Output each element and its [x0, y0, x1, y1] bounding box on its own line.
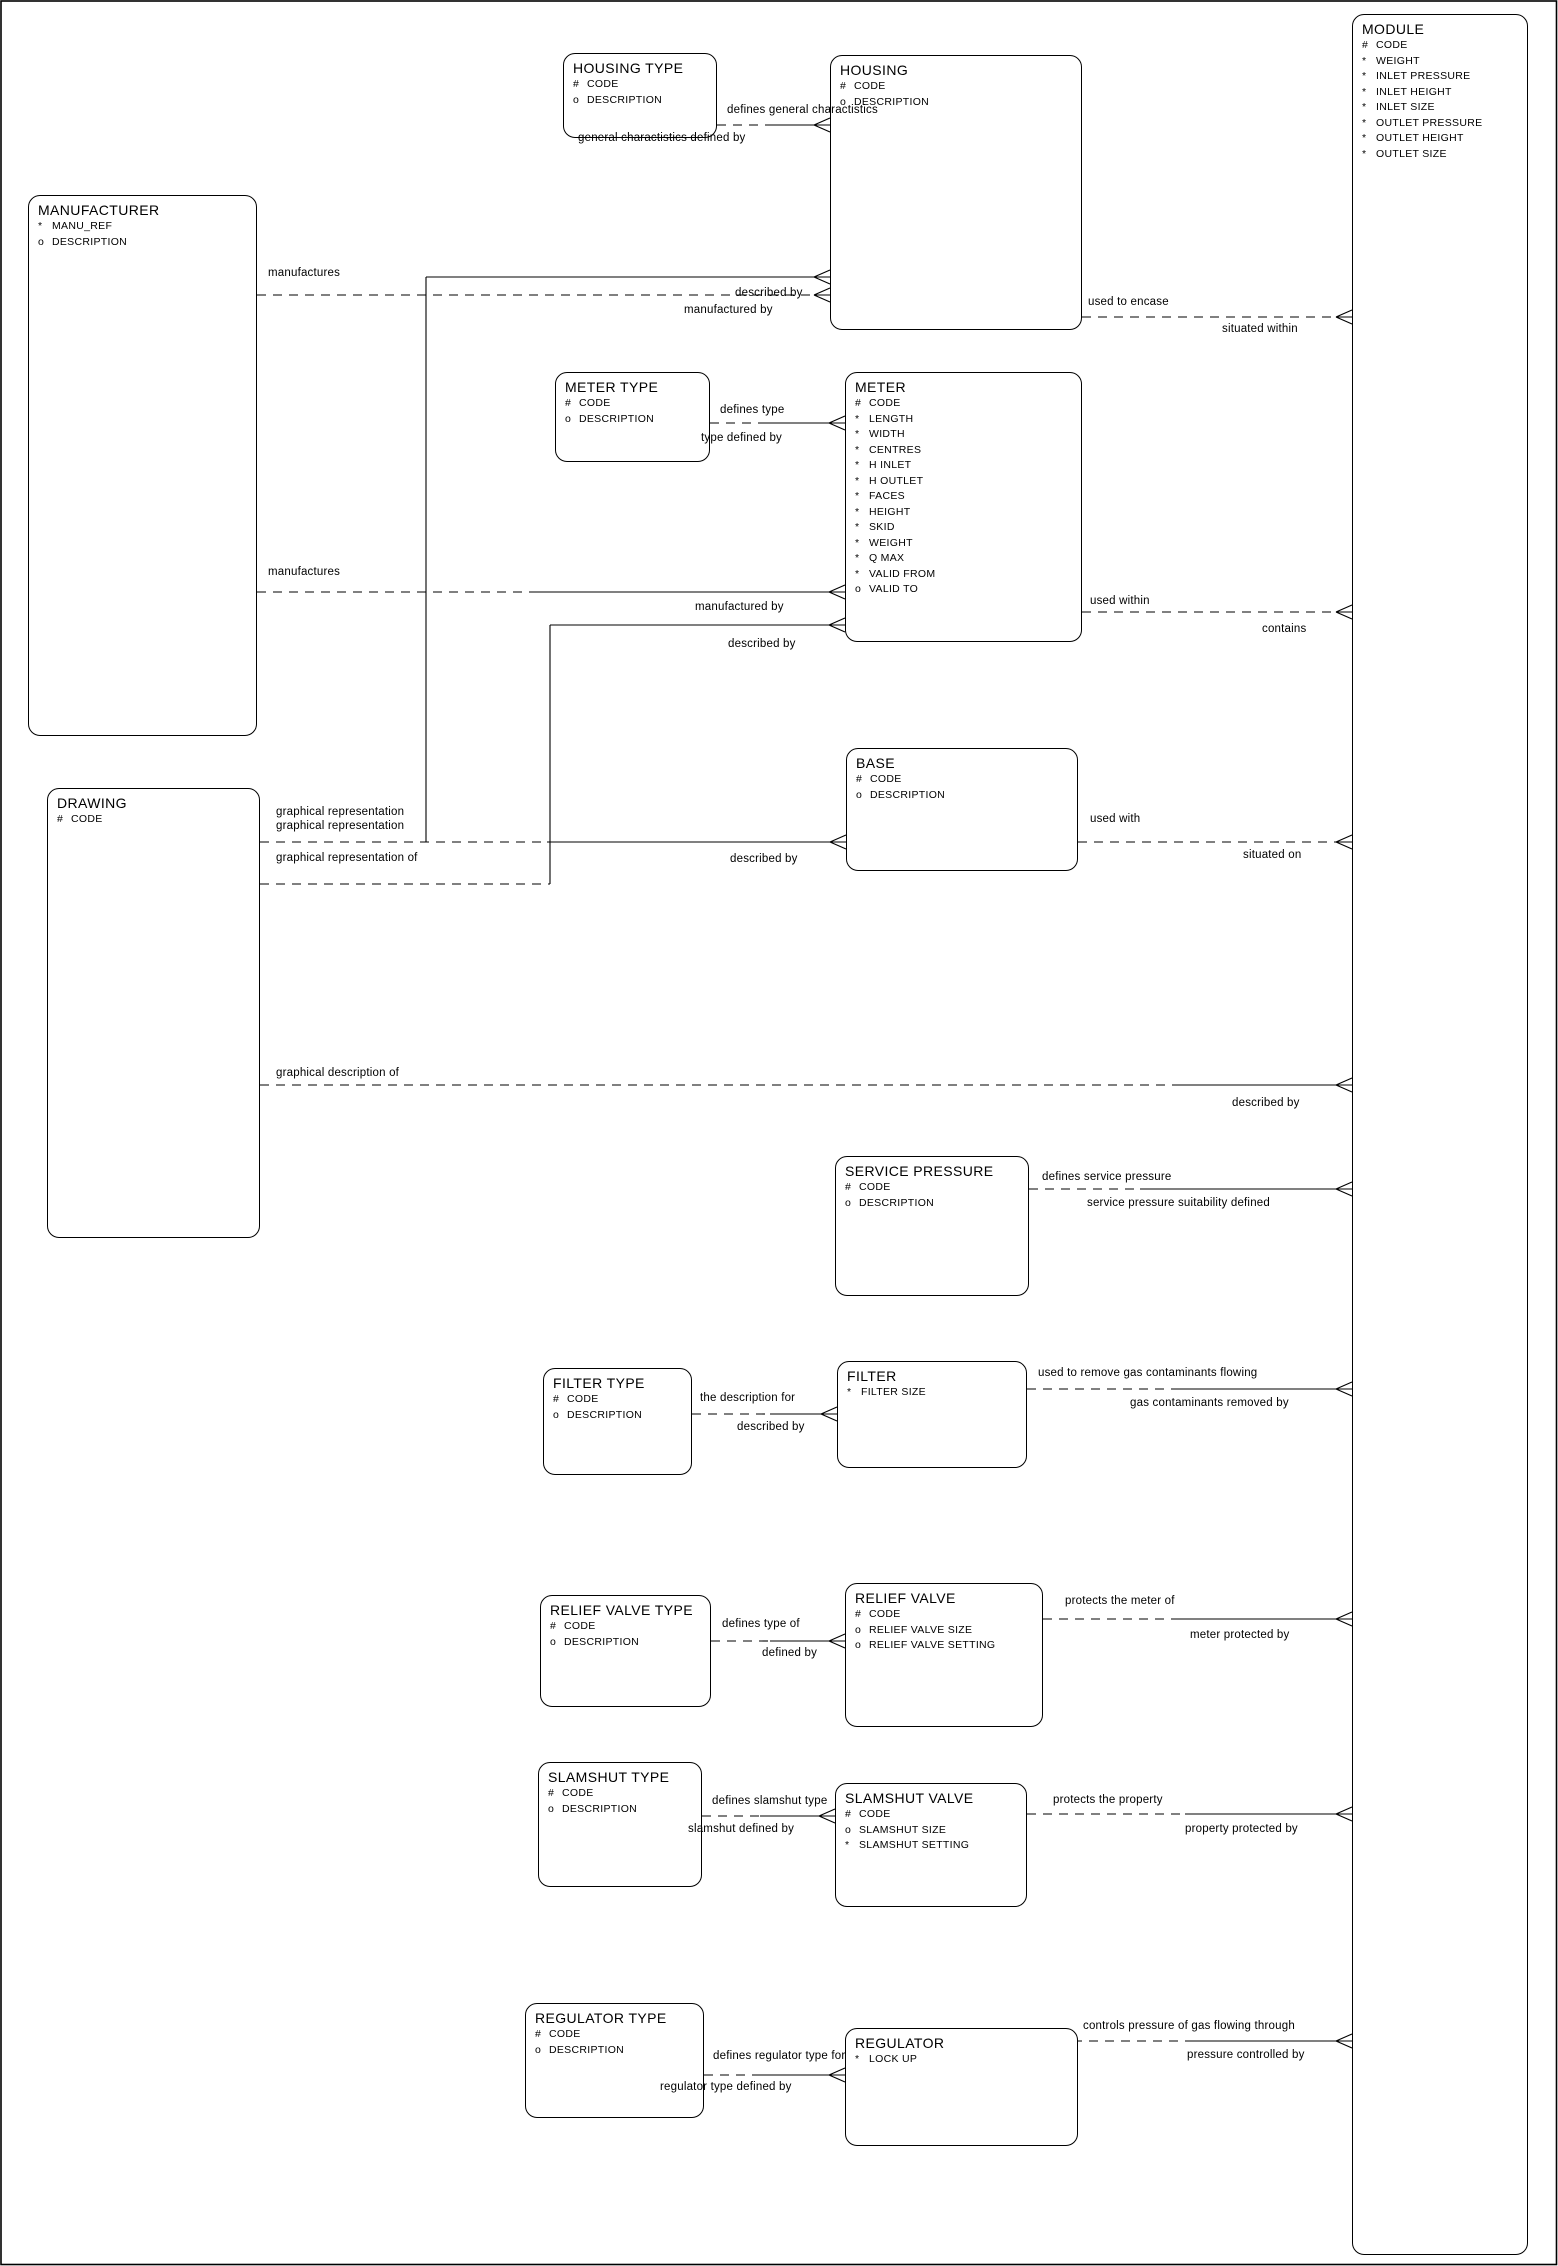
attribute-row: [846, 567, 1081, 583]
attribute-name: DESCRIPTION: [567, 1408, 643, 1421]
attribute-name: DESCRIPTION: [854, 95, 930, 108]
crows-foot: [1336, 1182, 1352, 1196]
attribute-optionality-mark: #: [535, 2028, 542, 2040]
relationship-label: protects the property: [1053, 1794, 1163, 1806]
crows-foot: [829, 585, 845, 599]
attribute-name: DESCRIPTION: [859, 1196, 935, 1209]
entity-slamshut-type[interactable]: [538, 1762, 702, 1887]
attribute-optionality-mark: #: [845, 1181, 852, 1193]
attribute-optionality-mark: *: [845, 1839, 850, 1851]
attribute-row: [526, 2043, 703, 2059]
attribute-optionality-mark: *: [855, 459, 860, 471]
attribute-row: [556, 396, 709, 412]
attribute-row: [526, 2027, 703, 2043]
attribute-name: CODE: [567, 1393, 599, 1405]
entity-title: MODULE: [1362, 21, 1425, 37]
attribute-row: [846, 1623, 1042, 1639]
attribute-optionality-mark: *: [1362, 85, 1367, 98]
attribute-name: CODE: [579, 397, 611, 409]
attribute-row: [846, 458, 1081, 474]
attribute-name: CODE: [549, 2028, 581, 2040]
relationship-label: defines service pressure: [1042, 1171, 1172, 1183]
relationship-label: defines general charactistics: [727, 104, 878, 116]
attribute-name: VALID TO: [869, 583, 919, 595]
relationship-label: gas contaminants removed by: [1130, 1397, 1289, 1409]
entity-title: REGULATOR: [855, 2035, 945, 2051]
relationship-label: defines type of: [722, 1618, 800, 1630]
attribute-name: INLET SIZE: [1376, 101, 1435, 113]
relationship-label: defines regulator type for: [713, 2050, 846, 2062]
entity-title: HOUSING TYPE: [573, 60, 684, 76]
attribute-row: [1353, 38, 1527, 54]
relationship-label: defines type: [720, 404, 785, 416]
attribute-optionality-mark: o: [840, 95, 847, 108]
attribute-name: CODE: [859, 1808, 891, 1820]
attribute-row: [836, 1180, 1028, 1196]
relationship-label: described by: [730, 853, 798, 865]
crows-foot: [830, 835, 846, 849]
relationship-label: graphical representation of: [276, 852, 418, 864]
relationship-label: defines slamshut type: [712, 1795, 828, 1807]
attribute-name: LOCK UP: [869, 2053, 918, 2065]
entity-drawing[interactable]: [47, 788, 260, 1238]
attribute-name: H OUTLET: [869, 474, 924, 487]
attribute-optionality-mark: #: [855, 397, 862, 409]
attribute-row: [544, 1408, 691, 1424]
attribute-row: [846, 2052, 1077, 2068]
attribute-row: [539, 1802, 701, 1818]
entity-regulator[interactable]: [845, 2028, 1078, 2146]
relationship-label: service pressure suitability defined: [1087, 1197, 1270, 1209]
attribute-name: DESCRIPTION: [52, 235, 128, 248]
attribute-name: DESCRIPTION: [564, 1635, 640, 1648]
relationship-label: property protected by: [1185, 1823, 1298, 1835]
attribute-row: [846, 443, 1081, 459]
relationship-label: described by: [1232, 1097, 1300, 1109]
attribute-name: CODE: [564, 1620, 596, 1632]
attribute-optionality-mark: #: [57, 813, 64, 825]
crows-foot: [1336, 1612, 1352, 1626]
attribute-row: [847, 772, 1077, 788]
entity-module[interactable]: [1352, 14, 1528, 2255]
attribute-optionality-mark: #: [856, 773, 863, 785]
attribute-row: [846, 520, 1081, 536]
attribute-optionality-mark: *: [1362, 147, 1367, 160]
attribute-name: RELIEF VALVE SIZE: [869, 1623, 973, 1636]
attribute-row: [1353, 147, 1527, 163]
entity-housing[interactable]: [830, 55, 1082, 330]
crows-foot: [814, 288, 830, 302]
entity-meter-type[interactable]: [555, 372, 710, 462]
attribute-optionality-mark: #: [845, 1808, 852, 1820]
attribute-name: CODE: [869, 397, 901, 409]
attribute-name: SLAMSHUT SIZE: [859, 1823, 947, 1836]
relationship-label: described by: [735, 287, 803, 299]
attribute-optionality-mark: #: [840, 80, 847, 92]
attribute-name: CODE: [71, 813, 103, 825]
relationship-label: the description for: [700, 1392, 796, 1404]
attribute-row: [544, 1392, 691, 1408]
attribute-name: CENTRES: [869, 443, 922, 456]
attribute-row: [1353, 100, 1527, 116]
attribute-optionality-mark: o: [548, 1802, 555, 1815]
attribute-name: CODE: [859, 1181, 891, 1193]
attribute-row: [564, 77, 716, 93]
entity-relief-valve-type[interactable]: [540, 1595, 711, 1707]
attribute-optionality-mark: *: [1362, 116, 1367, 129]
attribute-optionality-mark: o: [565, 412, 572, 425]
attribute-optionality-mark: o: [573, 93, 580, 106]
attribute-name: HEIGHT: [869, 505, 911, 518]
attribute-row: [846, 412, 1081, 428]
attribute-optionality-mark: *: [855, 474, 860, 487]
relationship-label: manufactures: [268, 267, 341, 279]
attribute-optionality-mark: o: [855, 583, 862, 595]
attribute-name: DESCRIPTION: [562, 1802, 638, 1815]
attribute-name: OUTLET SIZE: [1376, 147, 1447, 160]
attribute-optionality-mark: *: [855, 490, 860, 502]
entity-title: FILTER TYPE: [553, 1375, 645, 1391]
entity-regulator-type[interactable]: [525, 2003, 704, 2118]
entity-title: DRAWING: [57, 795, 127, 811]
crows-foot: [1336, 1382, 1352, 1396]
attribute-name: RELIEF VALVE SETTING: [869, 1639, 996, 1651]
attribute-row: [1353, 69, 1527, 85]
attribute-name: VALID FROM: [869, 567, 936, 580]
entity-title: SLAMSHUT TYPE: [548, 1769, 670, 1785]
attribute-optionality-mark: *: [855, 428, 860, 440]
attribute-optionality-mark: *: [847, 1386, 852, 1398]
attribute-optionality-mark: *: [855, 552, 860, 564]
relationship-label: graphical representation: [276, 820, 405, 832]
attribute-row: [846, 489, 1081, 505]
relationship-label: manufactured by: [695, 601, 784, 613]
entity-service-pressure[interactable]: [835, 1156, 1029, 1296]
crows-foot: [829, 1634, 845, 1648]
attribute-name: CODE: [854, 80, 886, 92]
attribute-name: H INLET: [869, 459, 912, 471]
crows-foot: [1336, 605, 1352, 619]
attribute-name: DESCRIPTION: [870, 788, 946, 801]
relationship-label: graphical representation: [276, 806, 405, 818]
attribute-optionality-mark: #: [565, 397, 572, 409]
attribute-row: [541, 1619, 710, 1635]
entity-title: HOUSING: [840, 62, 909, 78]
attribute-row: [846, 474, 1081, 490]
attribute-row: [836, 1807, 1026, 1823]
attribute-row: [846, 1607, 1042, 1623]
relationship-label: general charactistics defined by: [578, 132, 746, 144]
attribute-optionality-mark: #: [550, 1620, 557, 1632]
attribute-row: [29, 235, 256, 251]
attribute-optionality-mark: *: [855, 505, 860, 518]
entity-title: REGULATOR TYPE: [535, 2010, 667, 2026]
crows-foot: [1336, 835, 1352, 849]
crows-foot: [819, 1809, 835, 1823]
entity-filter[interactable]: [837, 1361, 1027, 1468]
attribute-name: CODE: [1376, 39, 1408, 51]
attribute-row: [846, 582, 1081, 598]
attribute-optionality-mark: o: [553, 1408, 560, 1421]
entity-title: METER TYPE: [565, 379, 659, 395]
entity-title: SERVICE PRESSURE: [845, 1163, 994, 1179]
entity-relief-valve[interactable]: [845, 1583, 1043, 1727]
attribute-optionality-mark: o: [845, 1823, 852, 1836]
crows-foot: [1336, 1807, 1352, 1821]
attribute-optionality-mark: *: [1362, 70, 1367, 82]
attribute-row: [48, 812, 259, 828]
crows-foot: [1336, 1078, 1352, 1092]
attribute-optionality-mark: #: [553, 1393, 560, 1405]
attribute-row: [1353, 116, 1527, 132]
attribute-name: CODE: [870, 773, 902, 785]
relationship-label: controls pressure of gas flowing through: [1083, 2020, 1295, 2032]
entity-title: RELIEF VALVE TYPE: [550, 1602, 693, 1618]
attribute-optionality-mark: o: [845, 1196, 852, 1209]
attribute-row: [838, 1385, 1026, 1401]
relationship-label: defined by: [762, 1647, 818, 1659]
crows-foot: [829, 416, 845, 430]
attribute-name: INLET HEIGHT: [1376, 85, 1452, 98]
relationship-label: slamshut defined by: [688, 1823, 795, 1835]
attribute-row: [846, 427, 1081, 443]
attribute-name: LENGTH: [869, 412, 914, 425]
entity-manufacturer[interactable]: [28, 195, 257, 736]
crows-foot: [1336, 310, 1352, 324]
relationship-label: protects the meter of: [1065, 1595, 1175, 1607]
entity-title: BASE: [856, 755, 895, 771]
relationship-label: type defined by: [701, 432, 783, 444]
attribute-row: [836, 1196, 1028, 1212]
attribute-optionality-mark: #: [855, 1608, 862, 1620]
entity-housing-type[interactable]: [563, 53, 717, 138]
attribute-name: DESCRIPTION: [579, 412, 655, 425]
attribute-name: WIDTH: [869, 428, 905, 440]
attribute-name: INLET PRESSURE: [1376, 70, 1471, 82]
attribute-optionality-mark: *: [855, 443, 860, 456]
attribute-name: SLAMSHUT SETTING: [859, 1839, 970, 1851]
attribute-name: WEIGHT: [869, 536, 913, 549]
attribute-name: MANU_REF: [52, 220, 113, 232]
relationship-label: graphical description of: [276, 1067, 400, 1079]
attribute-row: [846, 551, 1081, 567]
relationship-label: described by: [728, 638, 796, 650]
relationship-label: used to encase: [1088, 296, 1169, 308]
relationship-label: used to remove gas contaminants flowing: [1038, 1367, 1258, 1379]
entity-meter[interactable]: [845, 372, 1082, 642]
relationship-label: described by: [737, 1421, 805, 1433]
attribute-optionality-mark: #: [1362, 39, 1369, 51]
attribute-optionality-mark: *: [1362, 132, 1367, 144]
attribute-optionality-mark: *: [1362, 54, 1367, 67]
crows-foot: [829, 2068, 845, 2082]
attribute-row: [1353, 54, 1527, 70]
crows-foot: [821, 1407, 837, 1421]
attribute-optionality-mark: *: [855, 567, 860, 580]
attribute-name: DESCRIPTION: [587, 93, 663, 106]
entity-filter-type[interactable]: [543, 1368, 692, 1475]
attribute-name: SKID: [869, 521, 895, 533]
attribute-name: CODE: [562, 1787, 594, 1799]
attribute-row: [836, 1823, 1026, 1839]
attribute-row: [846, 1638, 1042, 1654]
relationship-label: manufactures: [268, 566, 341, 578]
attribute-name: FACES: [869, 490, 905, 502]
attribute-row: [29, 219, 256, 235]
relationship-label: situated on: [1243, 849, 1302, 861]
attribute-optionality-mark: *: [855, 2053, 860, 2065]
attribute-row: [556, 412, 709, 428]
attribute-optionality-mark: *: [38, 220, 43, 232]
attribute-name: DESCRIPTION: [549, 2043, 625, 2056]
attribute-optionality-mark: o: [855, 1639, 862, 1651]
relationship-label: situated within: [1222, 323, 1298, 335]
relationship-label: used within: [1090, 595, 1150, 607]
attribute-row: [846, 396, 1081, 412]
attribute-row: [564, 93, 716, 109]
attribute-optionality-mark: #: [573, 78, 580, 90]
attribute-row: [1353, 85, 1527, 101]
attribute-optionality-mark: *: [855, 536, 860, 549]
relationship-label: regulator type defined by: [660, 2081, 792, 2093]
crows-foot: [829, 618, 845, 632]
attribute-optionality-mark: o: [550, 1635, 557, 1648]
attribute-optionality-mark: *: [855, 412, 860, 425]
entity-slamshut-valve[interactable]: [835, 1783, 1027, 1907]
attribute-name: CODE: [869, 1608, 901, 1620]
relationship-label: contains: [1262, 623, 1307, 635]
attribute-optionality-mark: *: [855, 521, 860, 533]
attribute-optionality-mark: o: [856, 788, 863, 801]
relationship-label: meter protected by: [1190, 1629, 1290, 1641]
crows-foot: [814, 118, 830, 132]
attribute-row: [847, 788, 1077, 804]
attribute-row: [1353, 131, 1527, 147]
crows-foot: [814, 270, 830, 284]
attribute-name: FILTER SIZE: [861, 1386, 926, 1398]
entity-title: SLAMSHUT VALVE: [845, 1790, 974, 1806]
attribute-name: Q MAX: [869, 552, 905, 564]
relationship-label: pressure controlled by: [1187, 2049, 1305, 2061]
relationship-label: used with: [1090, 813, 1141, 825]
entity-title: METER: [855, 379, 906, 395]
attribute-row: [846, 536, 1081, 552]
entity-base[interactable]: [846, 748, 1078, 871]
attribute-optionality-mark: *: [1362, 101, 1367, 113]
attribute-row: [836, 1838, 1026, 1854]
attribute-optionality-mark: o: [535, 2043, 542, 2056]
attribute-optionality-mark: o: [855, 1623, 862, 1636]
attribute-optionality-mark: o: [38, 235, 45, 248]
attribute-name: OUTLET PRESSURE: [1376, 116, 1483, 129]
entity-title: FILTER: [847, 1368, 897, 1384]
attribute-row: [846, 505, 1081, 521]
attribute-row: [539, 1786, 701, 1802]
entity-title: RELIEF VALVE: [855, 1590, 956, 1606]
attribute-name: WEIGHT: [1376, 54, 1420, 67]
entity-title: MANUFACTURER: [38, 202, 160, 218]
attribute-row: [541, 1635, 710, 1651]
attribute-name: CODE: [587, 78, 619, 90]
relationship-label: manufactured by: [684, 304, 773, 316]
crows-foot: [1336, 2034, 1352, 2048]
attribute-name: OUTLET HEIGHT: [1376, 132, 1464, 144]
attribute-optionality-mark: #: [548, 1787, 555, 1799]
attribute-row: [831, 79, 1081, 95]
